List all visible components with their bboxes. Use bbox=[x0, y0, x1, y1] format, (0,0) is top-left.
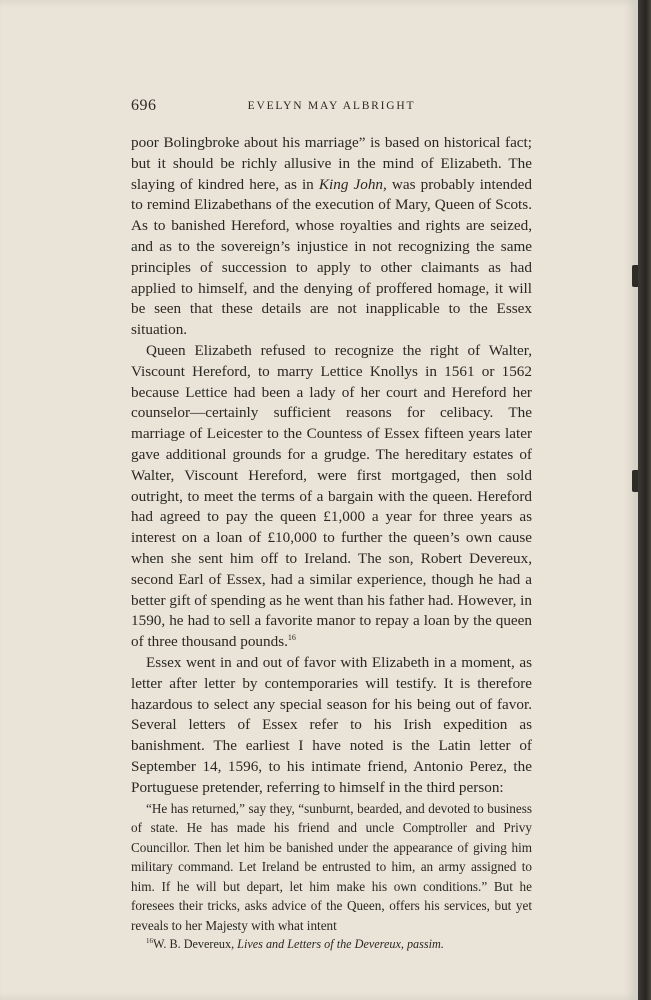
book-edge-shadow bbox=[638, 0, 651, 1000]
running-head: EVELYN MAY ALBRIGHT bbox=[247, 100, 416, 112]
paragraph-1 bbox=[131, 133, 532, 341]
paragraph-1-text-a: poor Bolingbroke about his marriage” is based on historical fact; but it should be richly allusive in the mind of Elizabeth. The slaying of kindred here, as in bbox=[131, 134, 532, 193]
footnote-16 bbox=[131, 936, 532, 952]
body-text bbox=[131, 133, 532, 952]
paragraph-3 bbox=[131, 653, 532, 799]
block-quote-text: “He has returned,” say they, “sunburnt, bearded, and devoted to business of state. He has made his friend and uncle Comptroller and Privy Councillor. Then let him be banished under the appearance of giving him military command. Let Ireland be entrusted to him, an army assigned to him. If he will but depart, let him make his own conditions.” But he foresees their tricks, asks advice of the Queen, offers his services, but yet reveals to her Majesty with what intent bbox=[131, 800, 532, 934]
paragraph-2 bbox=[131, 341, 532, 653]
footnote-title: Lives and Letters of the Devereux, passim. bbox=[237, 936, 444, 951]
play-title-king-john: King John, bbox=[318, 175, 387, 193]
footnote-author: W. B. Devereux, bbox=[153, 936, 238, 951]
footnote-reference-16: 16 bbox=[287, 633, 296, 643]
footnote-number: 16 bbox=[146, 936, 153, 945]
paragraph-3-text: Essex went in and out of favor with Elizabeth in a moment, as letter after letter by contemporaries will testify. It is therefore hazardous to select any special season for his being out of favor. Several letters of Essex refer to his Irish expedition as banishment. The earliest I have noted is the Latin letter of September 14, 1596, to his intimate friend, Antonio Perez, the Portuguese pretender, referring to himself in the third person: bbox=[131, 653, 532, 796]
paragraph-1-text-b: was probably intended to remind Elizabethans of the execution of Mary, Queen of Scots. As to banished Hereford, whose royalties and rights are seized, and as to the sovereign’s injustice in not recognizing the same principles of succession to apply to other claimants as had applied to himself, and the denying of proffered homage, it will be seen that these details are not inapplicable to the Essex situation. bbox=[131, 175, 533, 339]
paragraph-2-text: Queen Elizabeth refused to recognize the right of Walter, Viscount Hereford, to marry Lettice Knollys in 1561 or 1562 because Lettice had been a lady of her court and Hereford her counselor—certainly sufficient reasons for celibacy. The marriage of Leicester to the Countess of Essex fifteen years later gave additional grounds for a grudge. The hereditary estates of Walter, Viscount Hereford, were first mortgaged, then sold outright, to meet the terms of a bargain with the queen. Hereford had agreed to pay the queen £1,000 a year for three years as interest on a loan of £10,000 to further the queen’s own cause when she sent him off to Ireland. The son, Robert Devereux, second Earl of Essex, had a similar experience, though he had a better gift of spending as he went than his father had. However, in 1590, he had to sell a favorite manor to repay a loan by the queen of three thousand pounds. bbox=[131, 341, 532, 651]
page-header bbox=[131, 97, 532, 121]
block-quote bbox=[131, 799, 532, 936]
page-number: 696 bbox=[131, 97, 157, 114]
